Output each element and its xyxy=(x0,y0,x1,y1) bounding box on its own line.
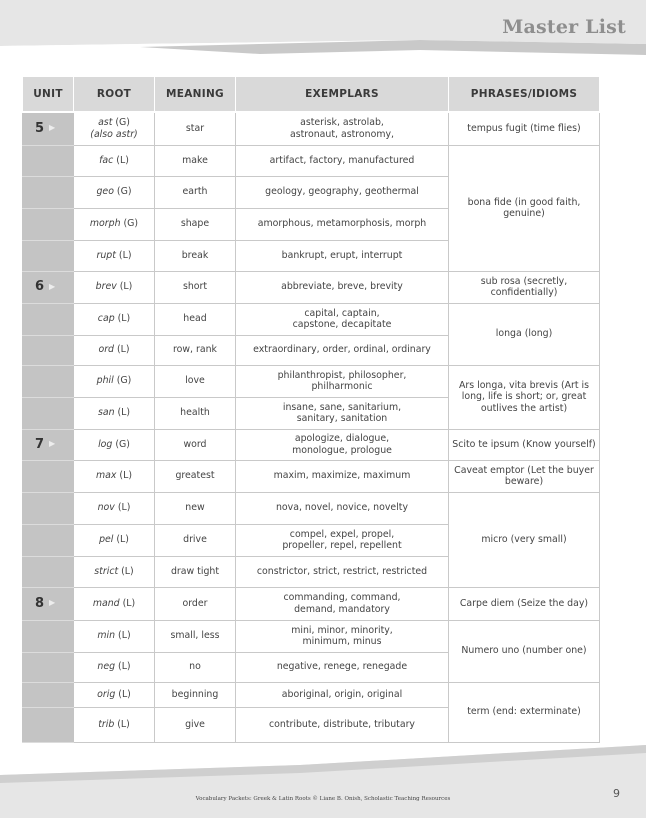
root-cell: max (L) xyxy=(74,460,155,492)
meaning-cell: short xyxy=(155,271,236,303)
root-cell: strict (L) xyxy=(74,556,155,587)
footer-credit: Vocabulary Packets: Greek & Latin Roots © Liane B. Onish, Scholastic Teaching Resources xyxy=(195,796,451,802)
unit-cell xyxy=(23,492,74,524)
phrase-cell: Scito te ipsum (Know yourself) xyxy=(449,429,600,460)
unit-cell xyxy=(23,620,74,652)
root-cell: nov (L) xyxy=(74,492,155,524)
triangle-right-icon: ▶ xyxy=(49,439,56,449)
root-cell xyxy=(74,112,155,145)
meaning-cell: make xyxy=(155,145,236,176)
header-row xyxy=(23,77,600,113)
exemplars-cell: extraordinary, order, ordinal, ordinary xyxy=(236,335,449,365)
unit-cell xyxy=(23,524,74,556)
exemplars-cell: maxim, maximize, maximum xyxy=(236,460,449,492)
col-header-phrases: PHRASES/IDIOMS xyxy=(449,77,600,113)
meaning-cell: give xyxy=(155,707,236,742)
phrase-cell: Numero uno (number one) xyxy=(449,620,600,682)
exemplars-cell: commanding, command, demand, mandatory xyxy=(236,587,449,620)
phrase-cell: Ars longa, vita brevis (Art is long, life is short; or, great outlives the artist) xyxy=(449,365,600,429)
root-cell: phil (G) xyxy=(74,365,155,397)
root-cell: mand (L) xyxy=(74,587,155,620)
exemplars-cell: artifact, factory, manufactured xyxy=(236,145,449,176)
root-cell: min (L) xyxy=(74,620,155,652)
exemplars-cell: amorphous, metamorphosis, morph xyxy=(236,208,449,240)
exemplars-cell: aboriginal, origin, original xyxy=(236,682,449,707)
unit-cell xyxy=(23,271,74,303)
table-row xyxy=(23,365,600,397)
master-list-table xyxy=(22,76,600,743)
unit-cell xyxy=(23,303,74,335)
table-row xyxy=(23,271,600,303)
meaning-cell: greatest xyxy=(155,460,236,492)
root-cell: trib (L) xyxy=(74,707,155,742)
exemplars-cell: compel, expel, propel, propeller, repel, repellent xyxy=(236,524,449,556)
root-cell: geo (G) xyxy=(74,176,155,208)
col-header-unit: UNIT xyxy=(23,77,74,113)
unit-cell xyxy=(23,556,74,587)
meaning-cell: draw tight xyxy=(155,556,236,587)
root-cell: neg (L) xyxy=(74,652,155,682)
root-cell: fac (L) xyxy=(74,145,155,176)
exemplars-cell: asterisk, astrolab, astronaut, astronomy, xyxy=(236,112,449,145)
meaning-cell: no xyxy=(155,652,236,682)
table-row xyxy=(23,460,600,492)
root-cell: pel (L) xyxy=(74,524,155,556)
meaning-cell: small, less xyxy=(155,620,236,652)
root-cell: rupt (L) xyxy=(74,240,155,271)
meaning-cell: drive xyxy=(155,524,236,556)
phrase-cell: term (end: exterminate) xyxy=(449,682,600,742)
exemplars-cell: geology, geography, geothermal xyxy=(236,176,449,208)
footer-band xyxy=(0,745,646,818)
unit-label: 6 xyxy=(35,279,45,295)
exemplars-cell: contribute, distribute, tributary xyxy=(236,707,449,742)
phrase-cell: sub rosa (secretly, confidentially) xyxy=(449,271,600,303)
table-row xyxy=(23,145,600,176)
table-row xyxy=(23,620,600,652)
meaning-cell: love xyxy=(155,365,236,397)
exemplars-cell: constrictor, strict, restrict, restricted xyxy=(236,556,449,587)
table-row xyxy=(23,112,600,145)
root-cell: ord (L) xyxy=(74,335,155,365)
unit-cell xyxy=(23,707,74,742)
unit-cell xyxy=(23,397,74,429)
root-cell: san (L) xyxy=(74,397,155,429)
phrase-cell: Carpe diem (Seize the day) xyxy=(449,587,600,620)
meaning-cell: order xyxy=(155,587,236,620)
root-extra: (also astr) xyxy=(90,128,138,140)
page-title: Master List xyxy=(502,16,626,38)
meaning-cell: beginning xyxy=(155,682,236,707)
unit-label: 7 xyxy=(35,436,45,452)
phrase-cell: Caveat emptor (Let the buyer beware) xyxy=(449,460,600,492)
unit-cell xyxy=(23,335,74,365)
exemplars-cell: abbreviate, breve, brevity xyxy=(236,271,449,303)
exemplars-cell: bankrupt, erupt, interrupt xyxy=(236,240,449,271)
phrase-cell: bona fide (in good faith, genuine) xyxy=(449,145,600,271)
table-row xyxy=(23,429,600,460)
meaning-cell: row, rank xyxy=(155,335,236,365)
unit-cell xyxy=(23,587,74,620)
exemplars-cell: mini, minor, minority, minimum, minus xyxy=(236,620,449,652)
root-cell: brev (L) xyxy=(74,271,155,303)
col-header-exemplars: EXEMPLARS xyxy=(236,77,449,113)
unit-cell xyxy=(23,682,74,707)
meaning-cell: star xyxy=(155,112,236,145)
col-header-meaning: MEANING xyxy=(155,77,236,113)
phrase-cell: micro (very small) xyxy=(449,492,600,587)
page-number: 9 xyxy=(613,787,620,800)
meaning-cell: head xyxy=(155,303,236,335)
triangle-right-icon: ▶ xyxy=(49,598,56,608)
phrase-cell: tempus fugit (time flies) xyxy=(449,112,600,145)
unit-cell xyxy=(23,652,74,682)
table-row xyxy=(23,682,600,707)
meaning-cell: word xyxy=(155,429,236,460)
table-row xyxy=(23,587,600,620)
unit-cell xyxy=(23,365,74,397)
root-cell: cap (L) xyxy=(74,303,155,335)
meaning-cell: health xyxy=(155,397,236,429)
root-word: ast xyxy=(98,117,113,129)
triangle-right-icon: ▶ xyxy=(49,123,56,133)
table-row xyxy=(23,492,600,524)
unit-label: 8 xyxy=(35,595,45,611)
exemplars-cell: philanthropist, philosopher, philharmonic xyxy=(236,365,449,397)
unit-cell xyxy=(23,429,74,460)
unit-cell xyxy=(23,112,74,145)
phrase-cell: longa (long) xyxy=(449,303,600,365)
unit-cell xyxy=(23,460,74,492)
table-row xyxy=(23,303,600,335)
root-cell: orig (L) xyxy=(74,682,155,707)
meaning-cell: earth xyxy=(155,176,236,208)
meaning-cell: new xyxy=(155,492,236,524)
unit-cell xyxy=(23,145,74,176)
unit-cell xyxy=(23,176,74,208)
unit-label: 5 xyxy=(35,120,45,136)
meaning-cell: break xyxy=(155,240,236,271)
root-cell: morph (G) xyxy=(74,208,155,240)
triangle-right-icon: ▶ xyxy=(49,281,56,291)
exemplars-cell: capital, captain, capstone, decapitate xyxy=(236,303,449,335)
meaning-cell: shape xyxy=(155,208,236,240)
exemplars-cell: apologize, dialogue, monologue, prologue xyxy=(236,429,449,460)
unit-cell xyxy=(23,240,74,271)
exemplars-cell: negative, renege, renegade xyxy=(236,652,449,682)
root-origin: (G) xyxy=(112,117,130,129)
exemplars-cell: insane, sane, sanitarium, sanitary, sanitation xyxy=(236,397,449,429)
root-cell: log (G) xyxy=(74,429,155,460)
unit-cell xyxy=(23,208,74,240)
exemplars-cell: nova, novel, novice, novelty xyxy=(236,492,449,524)
col-header-root: ROOT xyxy=(74,77,155,113)
